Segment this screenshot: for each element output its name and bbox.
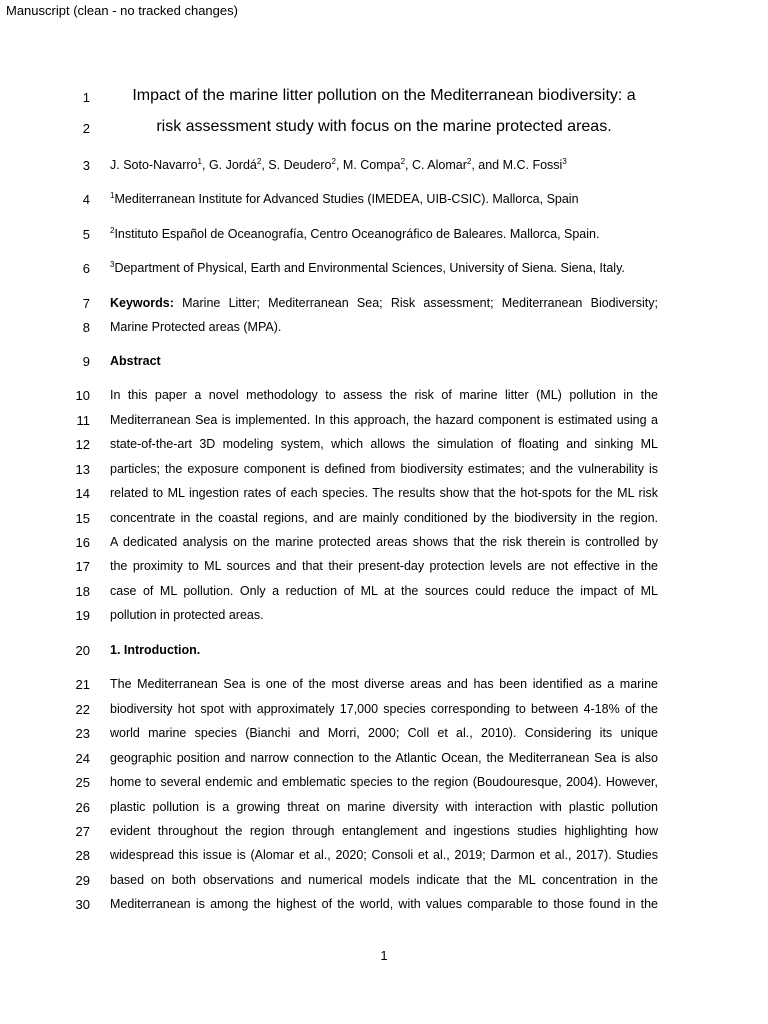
author-name: J. Soto-Navarro (110, 158, 198, 172)
body-line: The Mediterranean Sea is one of the most diverse areas and has been identified as a marine (110, 677, 658, 691)
line-number: 25 (75, 775, 90, 790)
author-affiliation-number: 1 (197, 157, 202, 166)
author-affiliation-number: 2 (331, 157, 336, 166)
abstract-line: concentrate in the coastal regions, and are mainly conditioned by the biodiversity in the region. (110, 511, 658, 525)
keywords-text: Marine Litter; Mediterranean Sea; Risk assessment; Mediterranean Biodiversity; (182, 296, 658, 310)
line-number: 22 (75, 702, 90, 717)
abstract-line: particles; the exposure component is defined from biodiversity estimates; and the vulnerability is (110, 462, 658, 476)
line-number: 24 (75, 751, 90, 766)
line-number: 20 (75, 643, 90, 658)
author-name: S. Deudero (268, 158, 332, 172)
abstract-line: A dedicated analysis on the marine protected areas shows that the risk therein is controlled by (110, 535, 658, 549)
body-line: Mediterranean is among the highest of the world, with values comparable to those found in the (110, 897, 658, 911)
keywords-line-1 (110, 295, 658, 311)
line-number: 16 (75, 535, 90, 550)
line-number: 19 (75, 608, 90, 623)
line-number: 1 (82, 90, 90, 105)
body-line: geographic position and narrow connection to the Atlantic Ocean, the Mediterranean Sea is also (110, 751, 658, 765)
line-number: 5 (82, 227, 90, 242)
paper-title-line-1: Impact of the marine litter pollution on the Mediterranean biodiversity: a (132, 88, 636, 104)
paper-title-line-2: risk assessment study with focus on the marine protected areas. (156, 119, 612, 135)
author-affiliation-number: 2 (466, 157, 472, 166)
line-number: 26 (75, 800, 90, 815)
affiliation-number: 1 (110, 191, 115, 200)
line-number: 12 (75, 437, 90, 452)
author-name: C. Alomar (411, 158, 467, 172)
line-number: 3 (82, 158, 90, 173)
line-number: 18 (75, 584, 90, 599)
line-number: 6 (82, 261, 90, 276)
abstract-line: the proximity to ML sources and that their present-day protection levels are not effective in the (110, 559, 658, 573)
line-number: 8 (82, 320, 90, 335)
author-name: M.C. Fossi (502, 158, 563, 172)
line-number: 23 (75, 726, 90, 741)
line-number: 13 (75, 462, 90, 477)
line-number: 9 (82, 354, 90, 369)
line-number: 21 (75, 677, 90, 692)
author-affiliation-number: 3 (562, 157, 567, 166)
affiliation (110, 260, 658, 276)
abstract-line: related to ML ingestion rates of each species. The results show that the hot-spots for the ML risk (110, 486, 658, 500)
line-number: 30 (75, 897, 90, 912)
section-heading-introduction: 1. Introduction. (110, 643, 201, 657)
body-line: home to several endemic and emblematic species to the region (Boudouresque, 2004). However, (110, 775, 658, 789)
affiliation-number: 2 (110, 226, 115, 235)
line-number: 14 (75, 486, 90, 501)
page-number: 1 (380, 948, 388, 963)
affiliation (110, 191, 658, 207)
body-line: widespread this issue is (Alomar et al., 2020; Consoli et al., 2019; Darmon et al., 2017). Studies (110, 848, 658, 862)
author-affiliation-number: 2 (256, 157, 262, 166)
author-name: M. Compa (342, 158, 401, 172)
affiliation-text: Mediterranean Institute for Advanced Studies (IMEDEA, UIB-CSIC). Mallorca, Spain (114, 192, 579, 206)
line-number: 10 (75, 388, 90, 403)
line-number: 17 (75, 559, 90, 574)
body-line: based on both observations and numerical models indicate that the ML concentration in the (110, 873, 658, 887)
body-line: plastic pollution is a growing threat on marine diversity with interaction with plastic pollution (110, 800, 658, 814)
affiliation-text: Instituto Español de Oceanografía, Centro Oceanográfico de Baleares. Mallorca, Spain. (114, 227, 600, 241)
affiliation-number: 3 (110, 260, 115, 269)
line-number: 7 (82, 296, 90, 311)
abstract-line: state-of-the-art 3D modeling system, which allows the simulation of floating and sinking ML (110, 437, 658, 451)
line-number: 2 (82, 121, 90, 136)
abstract-line: case of ML pollution. Only a reduction of ML at the sources could reduce the impact of ML (110, 584, 658, 598)
line-number: 28 (75, 848, 90, 863)
line-number: 15 (75, 511, 90, 526)
author-name: G. Jordá (208, 158, 257, 172)
line-number: 27 (75, 824, 90, 839)
keywords-label: Keywords: (110, 296, 174, 310)
affiliation-text: Department of Physical, Earth and Environmental Sciences, University of Siena. Siena, Italy. (114, 261, 625, 275)
body-line: biodiversity hot spot with approximately 17,000 species corresponding to between 4-18% of the (110, 702, 658, 716)
author-affiliation-number: 2 (400, 157, 406, 166)
manuscript-header: Manuscript (clean - no tracked changes) (6, 3, 238, 18)
line-number: 4 (82, 192, 90, 207)
keywords-line-2: Marine Protected areas (MPA). (110, 320, 282, 334)
affiliation (110, 226, 658, 242)
abstract-line: In this paper a novel methodology to assess the risk of marine litter (ML) pollution in the (110, 388, 658, 402)
abstract-line: pollution in protected areas. (110, 608, 264, 622)
body-line: evident throughout the region through entanglement and ingestions studies highlighting how (110, 824, 658, 838)
line-number: 11 (76, 413, 90, 428)
abstract-heading: Abstract (110, 354, 161, 368)
abstract-line: Mediterranean Sea is implemented. In this approach, the hazard component is estimated using a (110, 413, 658, 427)
body-line: world marine species (Bianchi and Morri, 2000; Coll et al., 2010). Considering its unique (110, 726, 658, 740)
author-list: J. Soto-Navarro$^1$, G. Jordá$^2$, S. Deudero$^2$, M. Compa$^2$, C. Alomar$^2$, and M.C. Fossi$^3$ (110, 157, 567, 172)
line-number: 29 (75, 873, 90, 888)
